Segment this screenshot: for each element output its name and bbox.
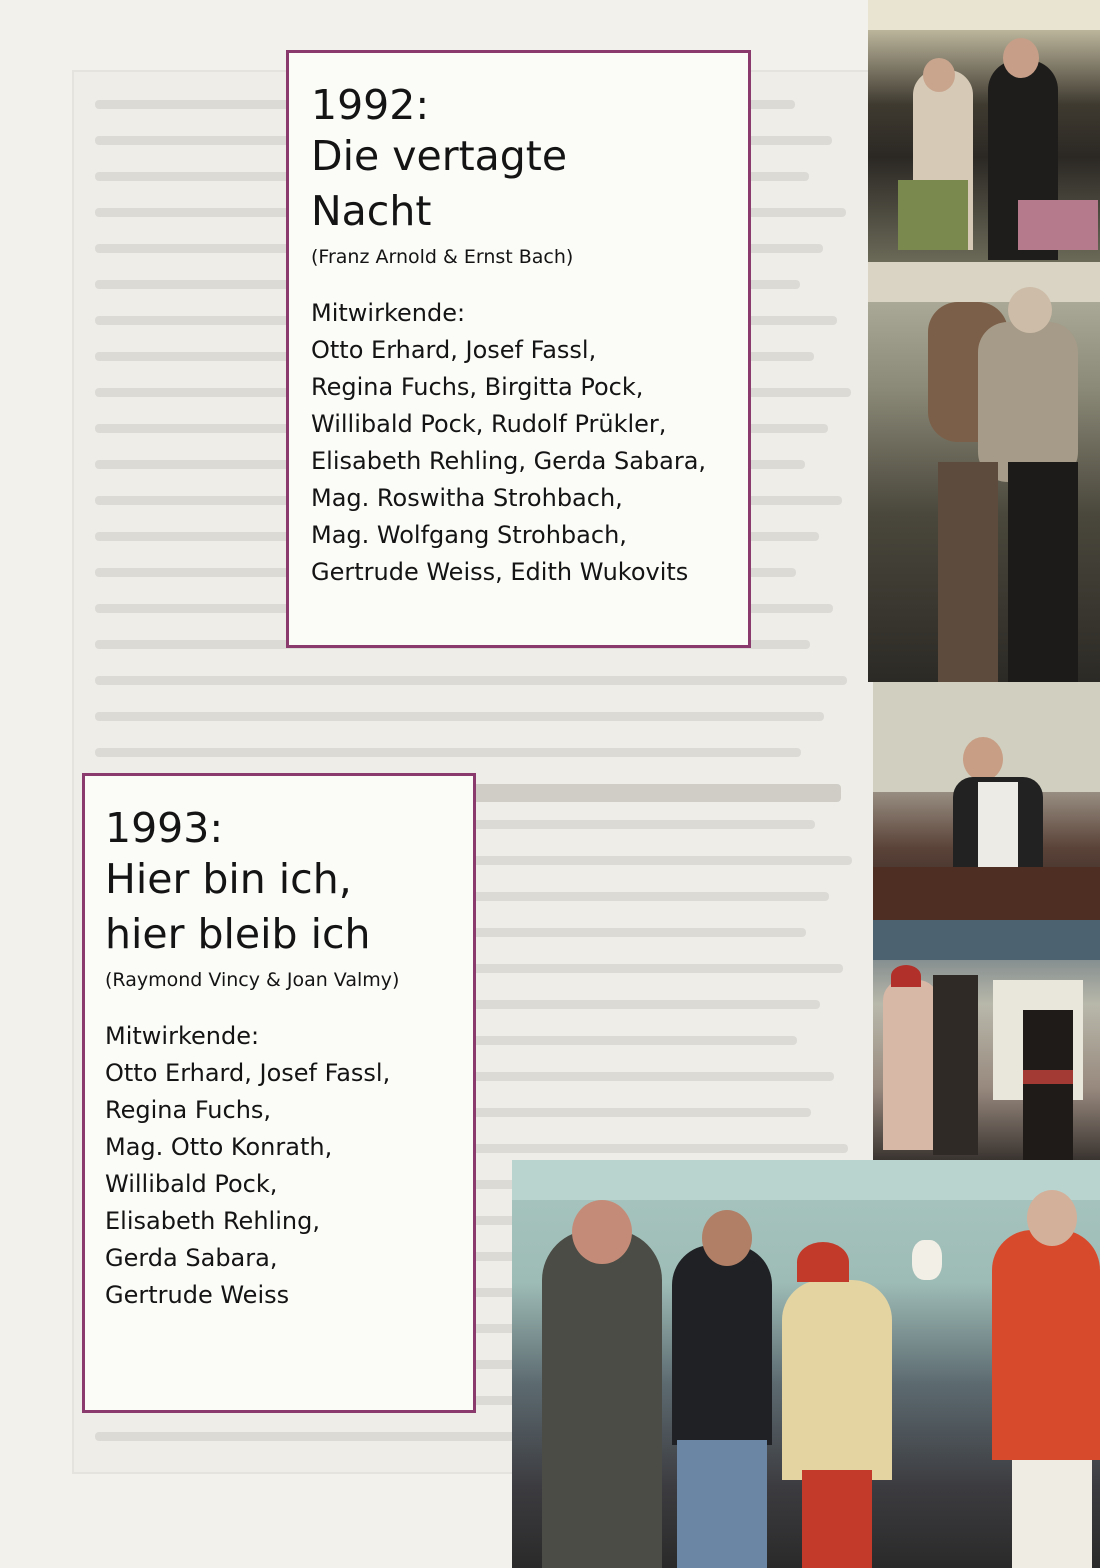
cast-label: Mitwirkende: <box>311 299 466 327</box>
cast-line: Gertrude Weiss, Edith Wukovits <box>311 558 689 586</box>
authors: (Raymond Vincy & Joan Valmy) <box>105 969 400 991</box>
title-line: hier bleib ich <box>105 910 371 958</box>
stage-photo-maid <box>873 682 1100 920</box>
stage-photo-ensemble <box>512 1160 1100 1568</box>
stage-photo-embrace <box>868 262 1100 682</box>
cast-line: Willibald Pock, Rudolf Prükler, <box>311 410 667 438</box>
cast-line: Elisabeth Rehling, <box>105 1207 320 1235</box>
cast-line: Regina Fuchs, Birgitta Pock, <box>311 373 644 401</box>
ghost-line <box>95 748 801 757</box>
cast-line: Mag. Otto Konrath, <box>105 1133 333 1161</box>
title-line: Nacht <box>311 187 432 235</box>
authors: (Franz Arnold & Ernst Bach) <box>311 246 574 268</box>
year-heading: 1993: <box>105 804 224 852</box>
cast-line: Otto Erhard, Josef Fassl, <box>311 336 597 364</box>
cast-line: Mag. Wolfgang Strohbach, <box>311 521 627 549</box>
stage-photo-group <box>873 920 1100 1160</box>
cast-line: Otto Erhard, Josef Fassl, <box>105 1059 391 1087</box>
year-heading: 1992: <box>311 81 430 129</box>
cast-line: Elisabeth Rehling, Gerda Sabara, <box>311 447 707 475</box>
ghost-line <box>95 676 847 685</box>
cast-label: Mitwirkende: <box>105 1022 260 1050</box>
cast-list <box>311 332 748 591</box>
production-1992-box <box>286 50 751 648</box>
production-1993-box <box>82 773 476 1413</box>
cast-list <box>105 1055 473 1314</box>
title-line: Die vertagte <box>311 132 568 180</box>
stage-photo-couple <box>868 0 1100 262</box>
play-title <box>311 129 748 239</box>
cast-line: Mag. Roswitha Strohbach, <box>311 484 623 512</box>
cast-line: Regina Fuchs, <box>105 1096 272 1124</box>
cast-line: Willibald Pock, <box>105 1170 278 1198</box>
play-title <box>105 852 473 962</box>
ghost-line <box>95 712 824 721</box>
cast-line: Gerda Sabara, <box>105 1244 278 1272</box>
cast-line: Gertrude Weiss <box>105 1281 290 1309</box>
title-line: Hier bin ich, <box>105 855 352 903</box>
